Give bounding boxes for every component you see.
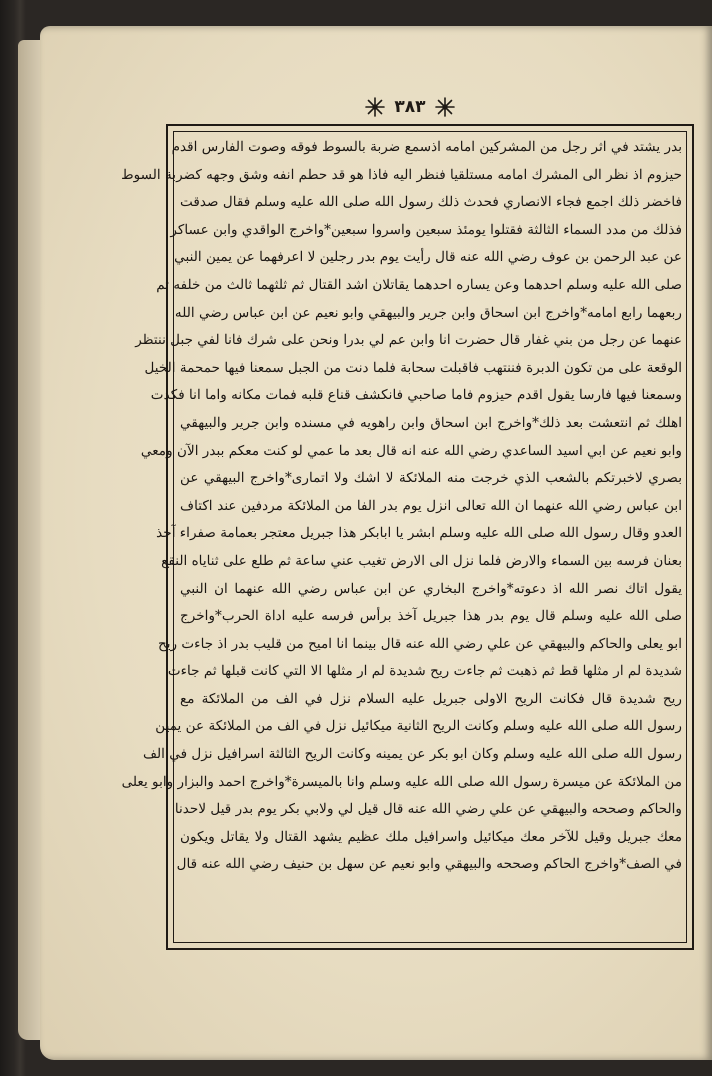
text-line: العدو وقال رسول الله صلى الله عليه وسلم ابشر يا ابابكر هذا جبريل معتجر بعمامة صفراء آخذ bbox=[156, 525, 682, 542]
floral-star-icon bbox=[434, 96, 456, 118]
floral-star-icon bbox=[364, 96, 386, 118]
text-line: ابن عباس رضي الله عنهما ان الله تعالى انزل يوم بدر الفا من الملائكة مردفين عند اكتاف bbox=[180, 497, 682, 514]
text-line: والحاكم وصححه والبيهقي عن علي رضي الله عنه قال قيل لي ولابي بكر يوم بدر قيل لاحدنا bbox=[174, 801, 682, 818]
text-line: ريح شديدة قال فكانت الريح الاولى جبريل عليه السلام نزل في الف من الملائكة مع bbox=[180, 690, 682, 707]
text-line: صلى الله عليه وسلم قال يوم بدر هذا جبريل آخذ برأس فرسه عليه اداة الحرب*واخرج bbox=[180, 608, 682, 625]
text-line: وسمعنا فيها فارسا يقول اقدم حيزوم فاما صاحبي فانكشف قناع قلبه فمات مكانه واما انا فكدت bbox=[150, 387, 682, 404]
text-line: شديدة لم ار مثلها قط ثم ذهبت ثم جاءت ريح شديدة لم ار مثلها الا التي كانت قبلها ثم جاءت bbox=[167, 663, 682, 680]
text-line: معك جبريل وقيل للآخر معك ميكائيل واسرافيل ملك عظيم يشهد القتال ولا يقاتل ويكون bbox=[180, 828, 682, 845]
text-line: رسول الله صلى الله عليه وسلم وكانت الريح الثانية ميكائيل نزل في الف من الملائكة عن يمين bbox=[155, 718, 682, 735]
text-line: فاخضر ذلك اجمع فجاء الانصاري فحدث ذلك رسول الله صلى الله عليه وسلم فقال صدقت bbox=[180, 194, 682, 211]
text-frame bbox=[121, 124, 694, 950]
text-line: من الملائكة عن ميسرة رسول الله صلى الله عليه وسلم وانا بالميسرة*واخرج احمد والبزار وابو يعلى bbox=[121, 773, 682, 790]
text-line: وابو نعيم عن ابي اسيد الساعدي رضي الله عنه انه قال بعد ما عمي لو كنت معكم ببدر الآن ومعي bbox=[140, 442, 682, 459]
text-line: صلى الله عليه وسلم احدهما وعن يساره احدهما يقاتلان اشد القتال ثم ثلثهما ثالث من خلفه ثم bbox=[156, 276, 682, 293]
text-line: فذلك من مدد السماء الثالثة فقتلوا يومئذ سبعين واسروا سبعين*واخرج الواقدي وابن عساكر bbox=[170, 221, 682, 238]
text-line: بعنان فرسه بين السماء والارض فلما نزل الى الارض تغيب عني ساعة ثم طلع على ثناياه النقع bbox=[161, 552, 682, 569]
body-text bbox=[121, 134, 682, 940]
text-line: ابو يعلى والحاكم والبيهقي عن علي رضي الله عنه قال بينما انا اميح من قليب بدر اذ جاءت ريح bbox=[157, 635, 682, 652]
page-header bbox=[340, 92, 480, 122]
text-line: الوقعة على من تكون الدبرة فننتهب فاقبلت سحابة فلما دنت من الجبل سمعنا فيها حمحمة الخيل bbox=[144, 359, 682, 376]
text-line: رسول الله صلى الله عليه وسلم وكان ابو بكر عن يمينه وكانت الريح الثالثة اسرافيل نزل في الف bbox=[142, 746, 682, 763]
text-line: اهلك ثم انتعشت بعد ذلك*واخرج ابن اسحاق وابن راهويه في مسنده وابن جرير والبيهقي bbox=[180, 414, 682, 431]
text-line: ربعهما رابع امامه*واخرج ابن اسحاق وابن جرير والبيهقي وابو نعيم عن ابن عباس رضي الله bbox=[174, 304, 682, 321]
text-line: عن عبد الرحمن بن عوف رضي الله عنه قال رأيت يوم بدر رجلين لا اعرفهما عن يمين النبي bbox=[174, 249, 682, 266]
text-line: عنهما عن رجل من بني غفار قال حضرت انا وابن عم لي بدرا ونحن على شرك فانا لفي جبل ننتظر bbox=[135, 332, 682, 349]
text-line: في الصف*واخرج الحاكم وصححه والبيهقي وابو نعيم عن سهل بن حنيف رضي الله عنه قال bbox=[176, 856, 682, 873]
text-line: بصري لاخبرتكم بالشعب الذي خرجت منه الملائكة لا اشك ولا اتمارى*واخرج البيهقي عن bbox=[180, 470, 682, 487]
page-number: ٣٨٣ bbox=[394, 97, 426, 117]
text-line: بدر يشتد في اثر رجل من المشركين امامه اذسمع ضربة بالسوط فوقه وصوت الفارس اقدم bbox=[171, 139, 682, 155]
text-line: حيزوم اذ نظر الى المشرك امامه مستلقيا فنظر اليه فاذا هو قد حطم انفه وشق وجهه كضربة السوط bbox=[121, 166, 682, 183]
text-line: يقول اتاك نصر الله اذ دعوته*واخرج البخاري عن ابن عباس رضي الله عنهما ان النبي bbox=[180, 580, 682, 597]
